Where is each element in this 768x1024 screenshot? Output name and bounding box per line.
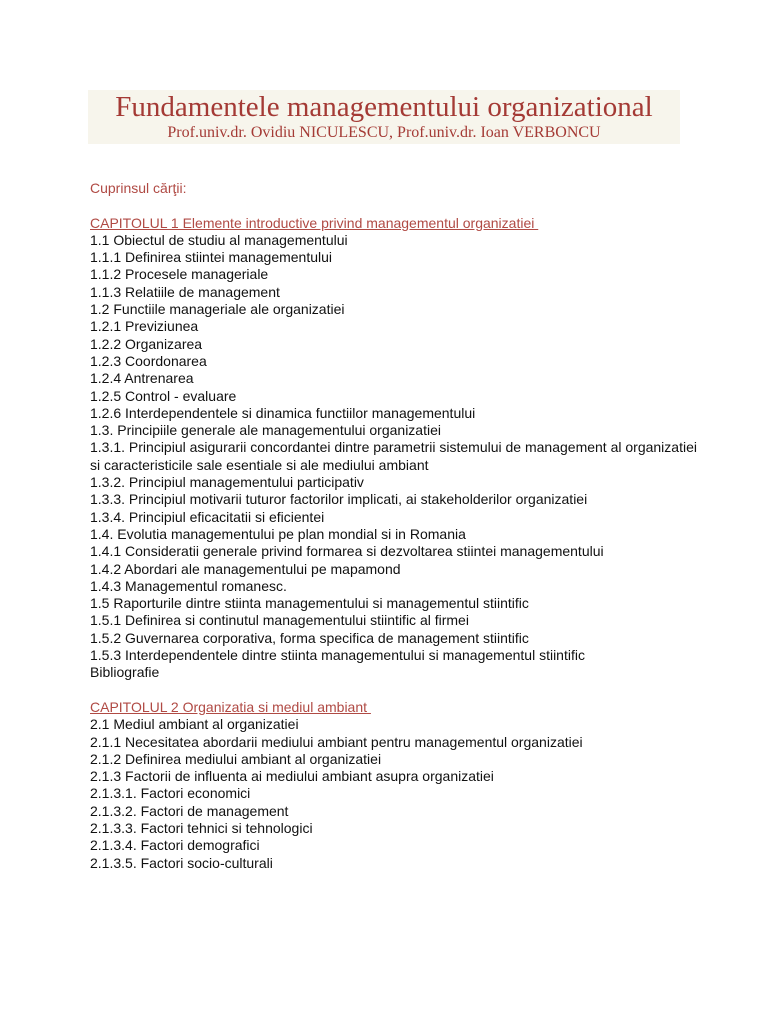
toc-item: 2.1.2 Definirea mediului ambiant al organizatiei [90, 750, 382, 767]
book-title: Fundamentele managementului organizational [115, 91, 653, 123]
toc-item: 1.5.3 Interdependentele dintre stiinta managementului si managementul stiintific [90, 647, 585, 664]
contents-label: Cuprinsul cărţii: [90, 180, 187, 196]
toc-item: si caracteristicile sale esentiale si ale mediului ambiant [90, 456, 429, 473]
toc-item: 1.1 Obiectul de studiu al managementului [90, 231, 348, 248]
toc-item: 1.1.2 Procesele manageriale [90, 266, 269, 283]
toc-item: 1.2 Functiile manageriale ale organizatiei [90, 301, 345, 318]
title-banner [88, 90, 680, 144]
spacer [90, 197, 710, 214]
chapter-2-items [90, 716, 710, 872]
toc-item: 2.1.3.4. Factori demografici [90, 837, 260, 854]
toc-item: 1.2.6 Interdependentele si dinamica functiilor managementului [90, 404, 476, 421]
toc-item: 1.1.3 Relatiile de management [90, 283, 280, 300]
toc-item: 1.5.2 Guvernarea corporativa, forma specifica de management stiintific [90, 629, 529, 646]
toc-item: 2.1.3.2. Factori de management [90, 802, 289, 819]
toc-item: 2.1.3 Factorii de influenta ai mediului ambiant asupra organizatiei [90, 768, 494, 785]
table-of-contents [90, 180, 710, 872]
toc-item: 1.2.2 Organizarea [90, 335, 203, 352]
toc-item: 1.2.3 Coordonarea [90, 352, 207, 369]
toc-item: 1.3. Principiile generale ale managementului organizatiei [90, 422, 441, 439]
toc-item: Bibliografie [90, 664, 160, 681]
toc-item: 2.1.3.5. Factori socio-culturali [90, 854, 273, 871]
chapter-2-heading[interactable]: CAPITOLUL 2 Organizatia si mediul ambiant [90, 698, 371, 715]
toc-item: 1.3.2. Principiul managementului participativ [90, 474, 364, 491]
toc-item: 1.5.1 Definirea si continutul managementului stiintific al firmei [90, 612, 469, 629]
toc-item: 1.4.2 Abordari ale managementului pe mapamond [90, 560, 401, 577]
toc-item: 1.4.3 Managementul romanesc. [90, 577, 287, 594]
toc-item: 1.3.1. Principiul asigurarii concordantei dintre parametrii sistemului de management al organizatiei [90, 439, 697, 456]
toc-item: 1.2.1 Previziunea [90, 318, 199, 335]
toc-item: 2.1.3.1. Factori economici [90, 785, 251, 802]
toc-item: 1.2.4 Antrenarea [90, 370, 194, 387]
chapter-1-heading[interactable]: CAPITOLUL 1 Elemente introductive privind managementul organizatiei [90, 214, 539, 231]
chapter-1-items [90, 232, 710, 682]
spacer [90, 682, 710, 699]
book-authors: Prof.univ.dr. Ovidiu NICULESCU, Prof.univ.dr. Ioan VERBONCU [167, 124, 601, 141]
toc-item: 1.4.1 Consideratii generale privind formarea si dezvoltarea stiintei managementului [90, 543, 604, 560]
toc-item: 1.2.5 Control - evaluare [90, 387, 237, 404]
toc-item: 2.1.1 Necesitatea abordarii mediului ambiant pentru managementul organizatiei [90, 733, 583, 750]
toc-item: 2.1 Mediul ambiant al organizatiei [90, 716, 299, 733]
toc-item: 1.3.4. Principiul eficacitatii si eficientei [90, 508, 325, 525]
toc-item: 1.4. Evolutia managementului pe plan mondial si in Romania [90, 525, 466, 542]
toc-item: 2.1.3.3. Factori tehnici si tehnologici [90, 819, 313, 836]
toc-item: 1.5 Raporturile dintre stiinta managementului si managementul stiintific [90, 595, 529, 612]
toc-item: 1.1.1 Definirea stiintei managementului [90, 249, 333, 266]
toc-item: 1.3.3. Principiul motivarii tuturor factorilor implicati, ai stakeholderilor organizatiei [90, 491, 588, 508]
